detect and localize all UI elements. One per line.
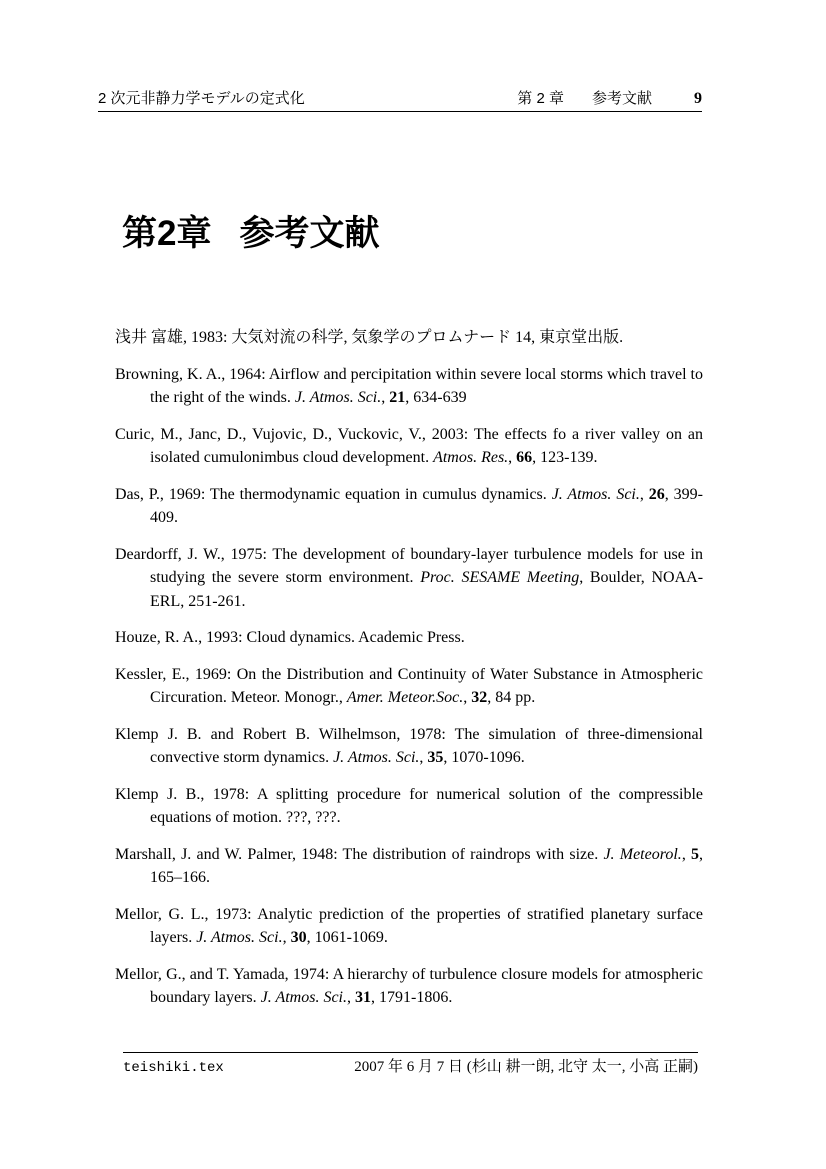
- reference-text-segment: , 399-409.: [150, 485, 703, 526]
- reference-text-segment: J. Atmos. Sci.: [294, 389, 382, 406]
- reference-text-segment: , 1061-1069.: [306, 929, 388, 946]
- reference-list: [115, 326, 703, 1023]
- reference-text-segment: Browning, K. A., 1964: Airflow and percipitation within severe local storms which travel to the right of the winds.: [115, 365, 703, 406]
- reference-text-segment: J. Atmos. Sci.: [551, 485, 640, 503]
- reference-text-segment: ,: [463, 689, 472, 706]
- reference-entry: [115, 783, 703, 830]
- reference-text-segment: J. Atmos. Sci.: [260, 989, 347, 1006]
- reference-text-segment: 32: [471, 689, 488, 706]
- reference-text-segment: Mellor, G. L., 1973: Analytic prediction of the properties of stratified planetary surface layers.: [115, 905, 703, 946]
- page-header: [98, 90, 702, 112]
- reference-text-segment: 30: [290, 929, 307, 946]
- reference-text-segment: ,: [381, 389, 390, 406]
- footer-date-authors: 2007 年 6 月 7 日 (杉山 耕一朗, 北守 太一, 小高 正嗣): [354, 1059, 698, 1075]
- reference-entry: [115, 363, 703, 410]
- reference-text-segment: , Boulder, NOAA-ERL, 251-261.: [150, 569, 704, 610]
- reference-text-segment: 26: [648, 485, 665, 503]
- reference-text-segment: Atmos. Res.: [433, 449, 509, 466]
- reference-text-segment: Houze, R. A., 1993: Cloud dynamics. Academic Press.: [115, 629, 465, 646]
- reference-entry: [115, 483, 703, 530]
- reference-text-segment: J. Meteorol.: [603, 845, 682, 863]
- reference-text-segment: J. Atmos. Sci.: [333, 749, 420, 766]
- reference-text-segment: 66: [516, 449, 533, 466]
- reference-text-segment: 21: [389, 389, 406, 406]
- header-left-title: 2 次元非静力学モデルの定式化: [98, 90, 305, 107]
- page-number: 9: [694, 90, 702, 107]
- reference-text-segment: 5: [691, 845, 700, 863]
- chapter-title-name: 参考文献: [239, 214, 380, 253]
- reference-text-segment: Mellor, G., and T. Yamada, 1974: A hierarchy of turbulence closure models for atmospheric boundary layers.: [115, 965, 703, 1006]
- reference-text-segment: Kessler, E., 1969: On the Distribution and Continuity of Water Substance in Atmospheric Circuration. Meteor. Monogr.,: [115, 665, 703, 706]
- page-footer: [123, 1052, 698, 1077]
- reference-entry: [115, 326, 703, 350]
- reference-text-segment: ,: [639, 485, 649, 503]
- chapter-title-number: 第2章: [122, 214, 212, 253]
- reference-entry: [115, 663, 703, 710]
- reference-text-segment: , 1791-1806.: [371, 989, 453, 1006]
- chapter-title-gap: [211, 214, 239, 254]
- reference-text-segment: ,: [681, 845, 692, 863]
- reference-text-segment: Deardorff, J. W., 1975: The development of boundary-layer turbulence models for use in studying the severe storm environment.: [115, 545, 703, 586]
- reference-text-segment: , 123-139.: [532, 449, 598, 466]
- reference-text-segment: 31: [355, 989, 371, 1006]
- reference-text-segment: J. Atmos. Sci.: [196, 929, 283, 946]
- reference-text-segment: Marshall, J. and W. Palmer, 1948: The distribution of raindrops with size.: [115, 845, 604, 863]
- chapter-title: [122, 214, 379, 254]
- footer-filename: teishiki.tex: [123, 1060, 224, 1076]
- reference-text-segment: ,: [282, 929, 291, 946]
- reference-text-segment: Das, P., 1969: The thermodynamic equation in cumulus dynamics.: [115, 485, 552, 503]
- reference-entry: [115, 723, 703, 770]
- reference-text-segment: 浅井 富雄, 1983: 大気対流の科学, 気象学のプロムナード 14, 東京堂出版.: [115, 329, 624, 346]
- reference-entry: [115, 423, 703, 470]
- reference-entry: [115, 626, 703, 650]
- reference-text-segment: Curic, M., Janc, D., Vujovic, D., Vuckovic, V., 2003: The effects fo a river valley on an isolated cumulonimbus cloud development.: [115, 425, 703, 466]
- reference-text-segment: ,: [508, 449, 517, 466]
- header-right: [517, 90, 702, 107]
- reference-entry: [115, 963, 703, 1010]
- reference-text-segment: 35: [427, 749, 444, 766]
- reference-text-segment: , 1070-1096.: [443, 749, 525, 766]
- header-chapter-label: 第 2 章: [517, 90, 564, 107]
- reference-text-segment: Amer. Meteor.Soc.: [346, 689, 464, 706]
- reference-entry: [115, 903, 703, 950]
- reference-entry: [115, 543, 703, 614]
- reference-text-segment: ,: [419, 749, 428, 766]
- reference-text-segment: Klemp J. B. and Robert B. Wilhelmson, 1978: The simulation of three-dimensional convective storm dynamics.: [115, 725, 703, 766]
- reference-text-segment: , 634-639: [405, 389, 467, 406]
- reference-text-segment: , 165–166.: [150, 845, 704, 886]
- reference-text-segment: ,: [347, 989, 355, 1006]
- reference-entry: [115, 843, 703, 890]
- reference-text-segment: Proc. SESAME Meeting: [420, 569, 580, 586]
- reference-text-segment: Klemp J. B., 1978: A splitting procedure for numerical solution of the compressible equations of motion. ???, ???.: [115, 785, 703, 826]
- reference-text-segment: , 84 pp.: [487, 689, 536, 706]
- header-section-label: 参考文献: [591, 90, 652, 107]
